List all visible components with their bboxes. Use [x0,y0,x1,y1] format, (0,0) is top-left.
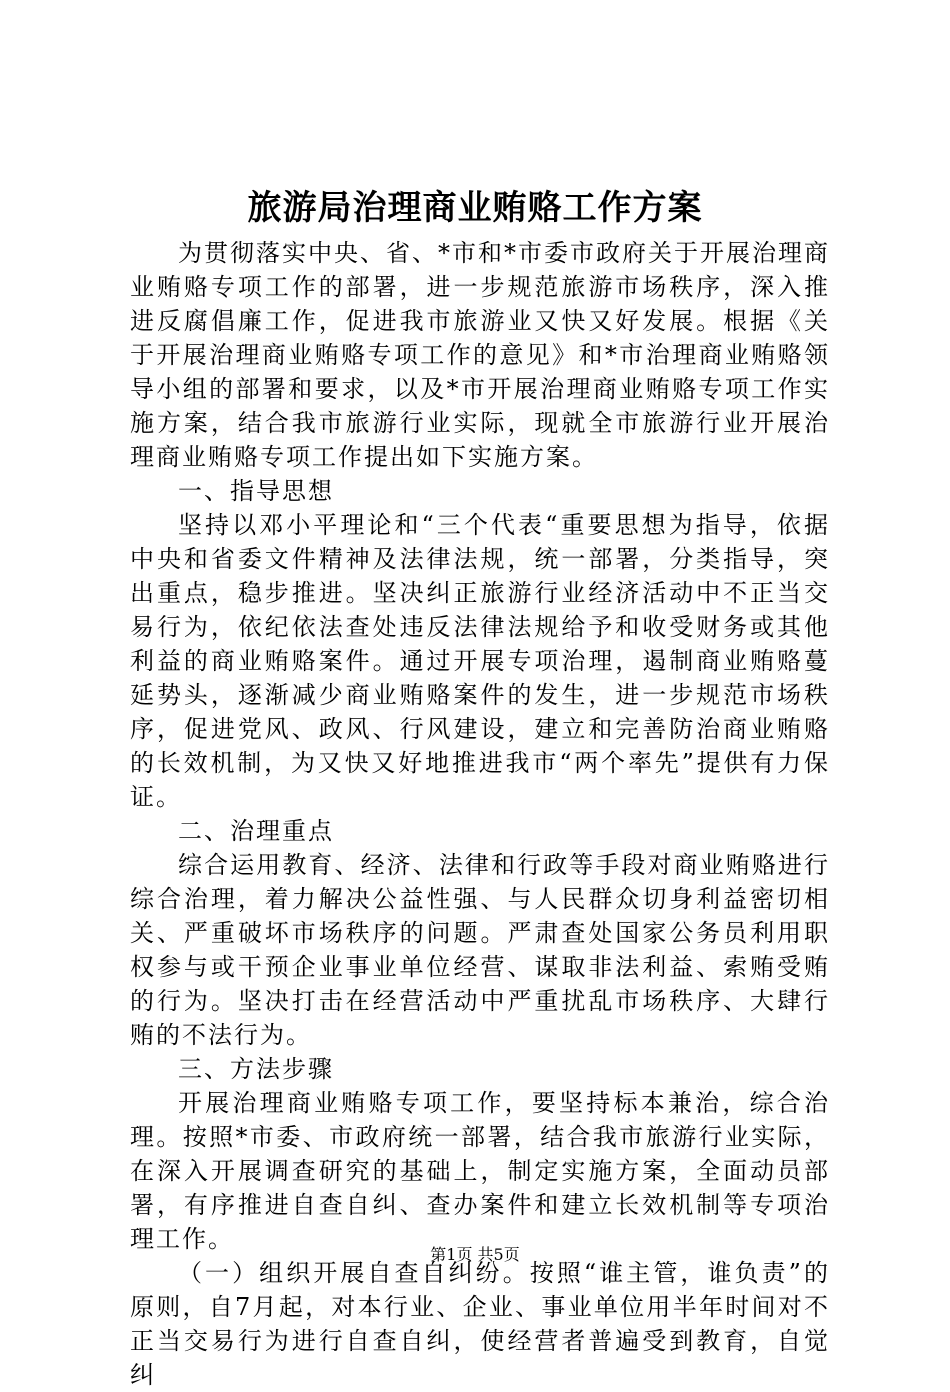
paragraph-guiding-ideology: 坚持以邓小平理论和“三个代表“重要思想为指导，依据中央和省委文件精神及法律法规，统一部署，分类指导，突出重点，稳步推进。坚决纠正旅游行业经济活动中不正当交易行为，依纪依法查处违反法律法规给予和收受财务或其他利益的商业贿赂案件。通过开展专项治理，遏制商业贿赂蔓延势头，逐渐减少商业贿赂案件的发生，进一步规范市场秩序，促进党风、政风、行风建设，建立和完善防治商业贿赂的长效机制，为又快又好地推进我市“两个率先”提供有力保证。 [130,511,830,811]
paragraph-self-inspection: （一）组织开展自查自纠纷。按照“谁主管，谁负责”的原则，自7月起，对本行业、企业、事业单位用半年时间对不正当交易行为进行自查自纠，使经营者普遍受到教育，自觉纠 [130,1259,830,1389]
paragraph-method-steps: 开展治理商业贿赂专项工作，要坚持标本兼治，综合治理。按照*市委、市政府统一部署，结合我市旅游行业实际，在深入开展调查研究的基础上，制定实施方案，全面动员部署，有序推进自查自纠、查办案件和建立长效机制等专项治理工作。 [130,1089,830,1253]
paragraph-governance-focus: 综合运用教育、经济、法律和行政等手段对商业贿赂进行综合治理，着力解决公益性强、与人民群众切身利益密切相关、严重破坏市场秩序的问题。严肃查处国家公务员利用职权参与或干预企业事业单位经营、谋取非法利益、索贿受贿的行为。坚决打击在经营活动中严重扰乱市场秩序、大肆行贿的不法行为。 [130,851,830,1049]
section-heading-governance-focus: 二、治理重点 [178,817,334,845]
paragraph-intro: 为贯彻落实中央、省、*市和*市委市政府关于开展治理商业贿赂专项工作的部署，进一步规范旅游市场秩序，深入推进反腐倡廉工作，促进我市旅游业又快又好发展。根据《关于开展治理商业贿赂专项工作的意见》和*市治理商业贿赂领导小组的部署和要求，以及*市开展治理商业贿赂专项工作实施方案，结合我市旅游行业实际，现就全市旅游行业开展治理商业贿赂专项工作提出如下实施方案。 [130,239,830,471]
section-heading-guiding-ideology: 一、指导思想 [178,477,334,505]
document-body [130,236,830,1392]
page-footer: 第1页 共5页 [430,1245,520,1264]
document-title: 旅游局治理商业贿赂工作方案 [247,188,703,228]
section-heading-method-steps: 三、方法步骤 [178,1055,334,1083]
